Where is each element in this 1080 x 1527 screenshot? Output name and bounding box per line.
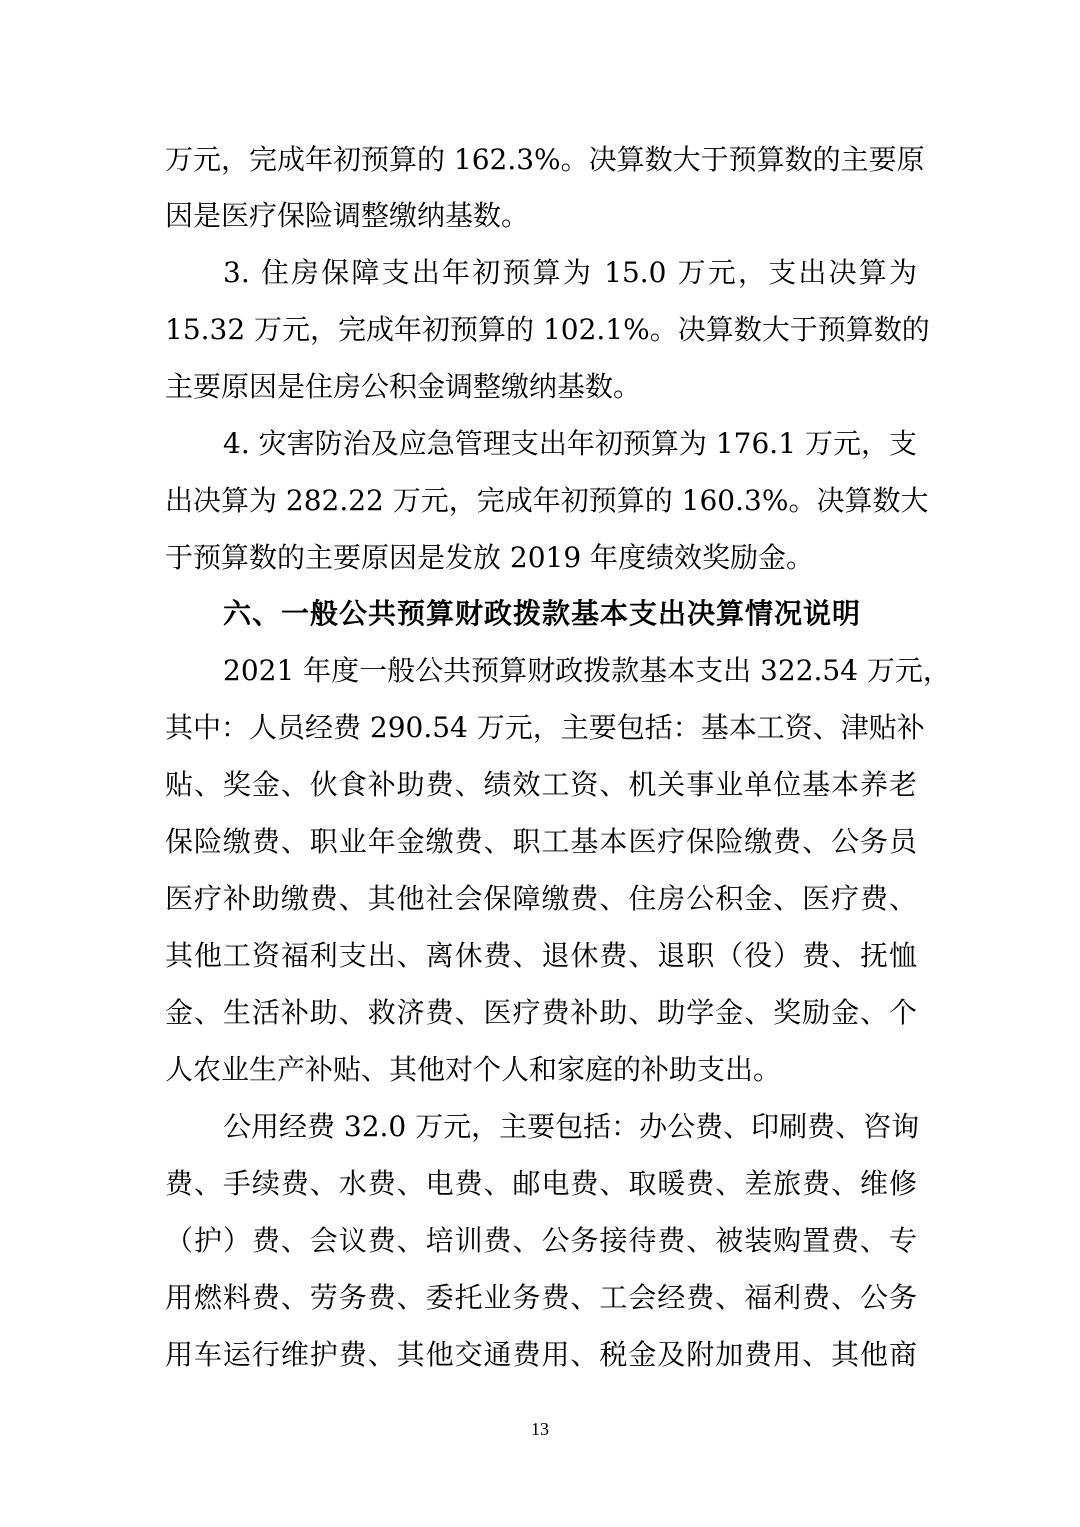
text-line: 2021 年度一般公共预算财政拨款基本支出 322.54 万元， — [223, 654, 951, 687]
text-line: 金、生活补助、救济费、医疗费补助、助学金、奖励金、个 — [165, 996, 917, 1029]
text-line: 公用经费 32.0 万元，主要包括：办公费、印刷费、咨询 — [223, 1110, 920, 1143]
text-line: 费、手续费、水费、电费、邮电费、取暖费、差旅费、维修 — [165, 1167, 917, 1200]
text-line: 3. 住房保障支出年初预算为 15.0 万元，支出决算为 — [223, 256, 917, 289]
text-line: 其中：人员经费 290.54 万元，主要包括：基本工资、津贴补 — [165, 711, 925, 744]
section-heading: 六、一般公共预算财政拨款基本支出决算情况说明 — [223, 597, 862, 630]
text-line: 其他工资福利支出、离休费、退休费、退职（役）费、抚恤 — [165, 939, 917, 972]
text-line: 用车运行维护费、其他交通费用、税金及附加费用、其他商 — [165, 1338, 917, 1371]
text-line: 于预算数的主要原因是发放 2019 年度绩效奖励金。 — [165, 541, 815, 574]
text-line: 保险缴费、职业年金缴费、职工基本医疗保险缴费、公务员 — [165, 825, 917, 858]
text-line: 因是医疗保险调整缴纳基数。 — [165, 199, 530, 232]
text-line: 医疗补助缴费、其他社会保障缴费、住房公积金、医疗费、 — [165, 882, 917, 915]
text-line: 人农业生产补贴、其他对个人和家庭的补助支出。 — [165, 1053, 782, 1086]
text-line: （护）费、会议费、培训费、公务接待费、被装购置费、专 — [165, 1224, 917, 1257]
text-line: 出决算为 282.22 万元，完成年初预算的 160.3%。决算数大 — [165, 484, 929, 517]
text-line: 主要原因是住房公积金调整缴纳基数。 — [165, 370, 642, 403]
text-line: 贴、奖金、伙食补助费、绩效工资、机关事业单位基本养老 — [165, 768, 917, 801]
text-line: 4. 灾害防治及应急管理支出年初预算为 176.1 万元，支 — [223, 427, 917, 460]
text-line: 用燃料费、劳务费、委托业务费、工会经费、福利费、公务 — [165, 1281, 917, 1314]
text-line: 15.32 万元，完成年初预算的 102.1%。决算数大于预算数的 — [165, 313, 930, 346]
text-line: 万元，完成年初预算的 162.3%。决算数大于预算数的主要原 — [165, 143, 925, 176]
page-number: 13 — [531, 1419, 549, 1439]
